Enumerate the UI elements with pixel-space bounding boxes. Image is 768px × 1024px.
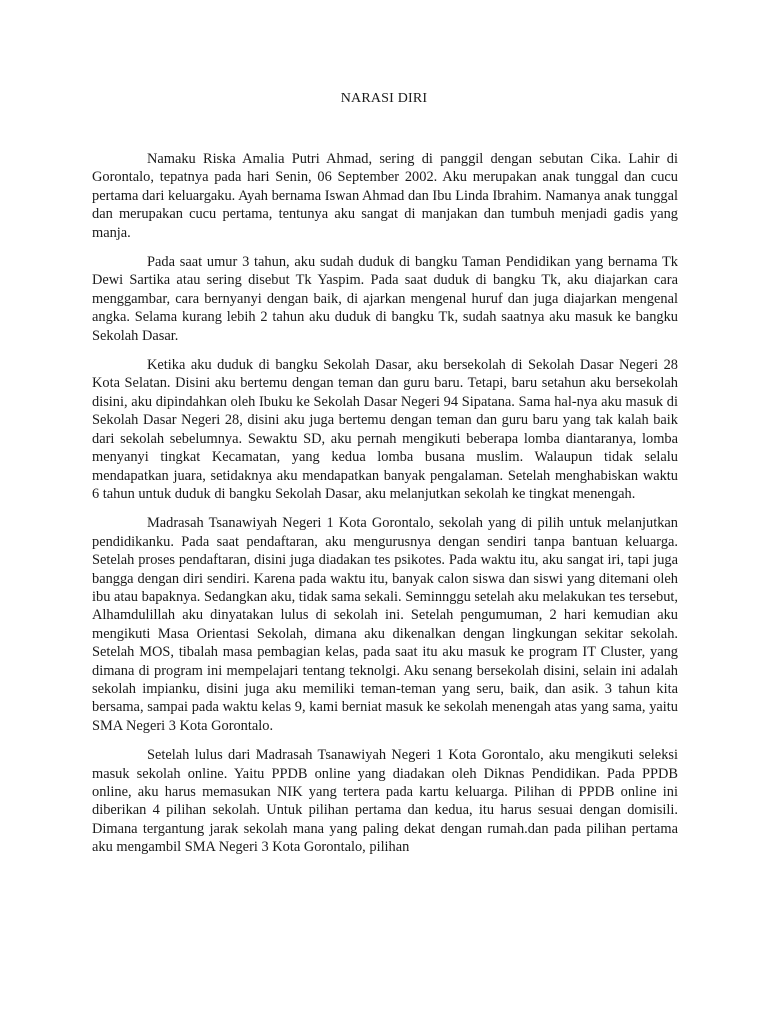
paragraph-3: Ketika aku duduk di bangku Sekolah Dasar, aku bersekolah di Sekolah Dasar Negeri 28 Kota Selatan. Disini aku bertemu dengan teman dan guru baru. Tetapi, baru setahun aku bersekolah disini, aku dipindahkan oleh Ibuku ke Sekolah Dasar Negeri 94 Sipatana. Sama hal-nya aku masuk di Sekolah Dasar Negeri 28, disini aku juga bertemu dengan teman dan guru baru yang tak kalah baik dari sekolah sebelumnya. Sewaktu SD, aku pernah mengikuti beberapa lomba diantaranya, lomba menyanyi tingkat Kecamatan, yang kedua lomba busana muslim. Walaupun tidak selalu mendapatkan juara, setidaknya aku mendapatkan banyak pengalaman. Setelah menghabiskan waktu 6 tahun untuk duduk di bangku Sekolah Dasar, aku melanjutkan sekolah ke tingkat menengah.: [92, 357, 678, 502]
paragraph-5: Setelah lulus dari Madrasah Tsanawiyah Negeri 1 Kota Gorontalo, aku mengikuti seleksi masuk sekolah online. Yaitu PPDB online yang diadakan oleh Diknas Pendidikan. Pada PPDB online, aku harus memasukan NIK yang tertera pada kartu keluarga. Pilihan di PPDB online ini diberikan 4 pilihan sekolah. Untuk pilihan pertama dan kedua, itu harus sesuai dengan domisili. Dimana tergantung jarak sekolah mana yang paling dekat dengan rumah.dan pada pilihan pertama aku mengambil SMA Negeri 3 Kota Gorontalo, pilihan: [92, 747, 678, 856]
document-body: [92, 150, 678, 857]
paragraph-2: Pada saat umur 3 tahun, aku sudah duduk di bangku Taman Pendidikan yang bernama Tk Dewi Sartika atau sering disebut Tk Yaspim. Pada saat duduk di bangku Tk, aku diajarkan cara menggambar, cara bernyanyi dengan baik, di ajarkan mengenal huruf dan juga diajarkan mengenal angka. Selama kurang lebih 2 tahun aku duduk di bangku Tk, sudah saatnya aku masuk ke bangku Sekolah Dasar.: [92, 254, 678, 344]
document-title: NARASI DIRI: [340, 91, 428, 106]
paragraph-1: Namaku Riska Amalia Putri Ahmad, sering di panggil dengan sebutan Cika. Lahir di Gorontalo, tepatnya pada hari Senin, 06 September 2002. Aku merupakan anak tunggal dan cucu pertama dari keluargaku. Ayah bernama Iswan Ahmad dan Ibu Linda Ibrahim. Namanya anak tunggal dan merupakan cucu pertama, tentunya aku sangat di manjakan dan tumbuh menjadi gadis yang manja.: [92, 151, 678, 241]
paragraph-4: Madrasah Tsanawiyah Negeri 1 Kota Gorontalo, sekolah yang di pilih untuk melanjutkan pendidikanku. Pada saat pendaftaran, aku mengurusnya dengan sendiri tanpa bantuan keluarga. Setelah proses pendaftaran, disini juga diadakan tes psikotes. Pada waktu itu, aku sangat iri, tapi juga bangga dengan diri sendiri. Karena pada waktu itu, banyak calon siswa dan siswi yang ditemani oleh ibu atau bapaknya. Sedangkan aku, tidak sama sekali. Seminnggu setelah aku melakukan tes tersebut, Alhamdulillah aku dinyatakan lulus di sekolah ini. Setelah pengumuman, 2 hari kemudian aku mengikuti Masa Orientasi Sekolah, dimana aku dikenalkan dengan lingkungan sekitar sekolah. Setelah MOS, tibalah masa pembagian kelas, pada saat itu aku masuk ke program IT Cluster, yang dimana di program ini mempelajari tentang teknolgi. Aku senang bersekolah disini, selain ini adalah sekolah impianku, disini juga aku memiliki teman-teman yang seru, baik, dan asik. 3 tahun kita bersama, sampai pada waktu kelas 9, kami berniat masuk ke sekolah menengah atas yang sama, yaitu SMA Negeri 3 Kota Gorontalo.: [92, 515, 678, 734]
